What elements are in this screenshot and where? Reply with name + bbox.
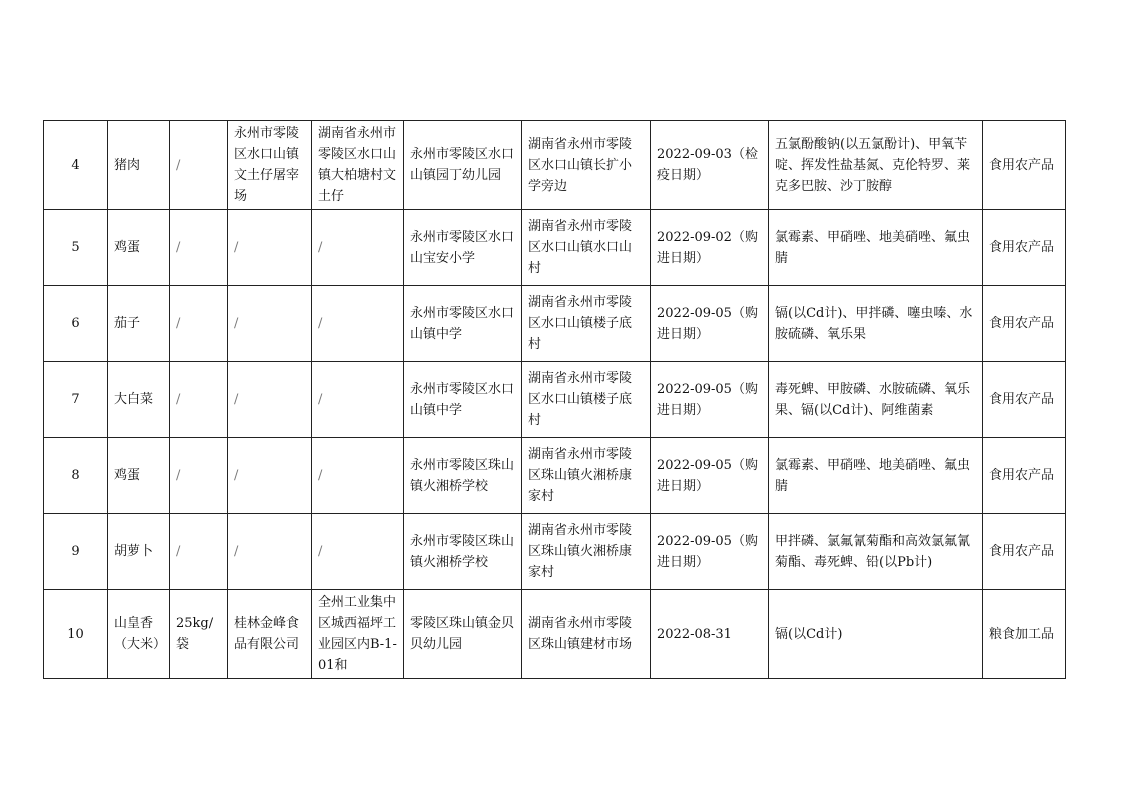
manufacturer: / bbox=[228, 514, 312, 590]
specification: 25kg/袋 bbox=[170, 590, 228, 679]
specification: / bbox=[170, 210, 228, 286]
manufacturer-address: 湖南省永州市零陵区水口山镇大柏塘村文土仔 bbox=[312, 121, 404, 210]
inspection-items: 氯霉素、甲硝唑、地美硝唑、氟虫腈 bbox=[769, 210, 983, 286]
table-row bbox=[44, 210, 1066, 286]
manufacturer: 永州市零陵区水口山镇文土仔屠宰场 bbox=[228, 121, 312, 210]
inspection-items: 氯霉素、甲硝唑、地美硝唑、氟虫腈 bbox=[769, 438, 983, 514]
product-name: 胡萝卜 bbox=[108, 514, 170, 590]
product-name: 山皇香（大米） bbox=[108, 590, 170, 679]
manufacturer: / bbox=[228, 438, 312, 514]
sampling-results-table bbox=[43, 120, 1066, 679]
row-number: 8 bbox=[44, 438, 108, 514]
specification: / bbox=[170, 121, 228, 210]
table-row bbox=[44, 590, 1066, 679]
table-body bbox=[44, 121, 1066, 679]
sampled-unit-address: 湖南省永州市零陵区水口山镇楼子底村 bbox=[522, 362, 651, 438]
food-category: 食用农产品 bbox=[983, 514, 1066, 590]
row-number: 9 bbox=[44, 514, 108, 590]
production-date: 2022-09-05（购进日期） bbox=[651, 286, 769, 362]
table-row bbox=[44, 286, 1066, 362]
production-date: 2022-09-03（检疫日期） bbox=[651, 121, 769, 210]
product-name: 鸡蛋 bbox=[108, 210, 170, 286]
sampled-unit-address: 湖南省永州市零陵区珠山镇建材市场 bbox=[522, 590, 651, 679]
production-date: 2022-09-02（购进日期） bbox=[651, 210, 769, 286]
specification: / bbox=[170, 362, 228, 438]
product-name: 猪肉 bbox=[108, 121, 170, 210]
row-number: 7 bbox=[44, 362, 108, 438]
food-category: 食用农产品 bbox=[983, 362, 1066, 438]
inspection-items: 五氯酚酸钠(以五氯酚计)、甲氧苄啶、挥发性盐基氮、克伦特罗、莱克多巴胺、沙丁胺醇 bbox=[769, 121, 983, 210]
product-name: 鸡蛋 bbox=[108, 438, 170, 514]
product-name: 茄子 bbox=[108, 286, 170, 362]
sampled-unit: 零陵区珠山镇金贝贝幼儿园 bbox=[404, 590, 522, 679]
row-number: 4 bbox=[44, 121, 108, 210]
sampled-unit-address: 湖南省永州市零陵区水口山镇长扩小学旁边 bbox=[522, 121, 651, 210]
sampled-unit: 永州市零陵区水口山宝安小学 bbox=[404, 210, 522, 286]
manufacturer-address: / bbox=[312, 210, 404, 286]
manufacturer-address: 全州工业集中区城西福坪工业园区内B-1-01和 bbox=[312, 590, 404, 679]
specification: / bbox=[170, 514, 228, 590]
table-row bbox=[44, 514, 1066, 590]
table-row bbox=[44, 362, 1066, 438]
inspection-items: 甲拌磷、氯氟氰菊酯和高效氯氟氰菊酯、毒死蜱、铅(以Pb计) bbox=[769, 514, 983, 590]
manufacturer: / bbox=[228, 210, 312, 286]
manufacturer-address: / bbox=[312, 286, 404, 362]
food-category: 食用农产品 bbox=[983, 438, 1066, 514]
food-category: 食用农产品 bbox=[983, 121, 1066, 210]
sampled-unit-address: 湖南省永州市零陵区水口山镇水口山村 bbox=[522, 210, 651, 286]
sampled-unit: 永州市零陵区珠山镇火湘桥学校 bbox=[404, 438, 522, 514]
manufacturer-address: / bbox=[312, 514, 404, 590]
table-row bbox=[44, 438, 1066, 514]
manufacturer-address: / bbox=[312, 438, 404, 514]
row-number: 6 bbox=[44, 286, 108, 362]
specification: / bbox=[170, 438, 228, 514]
inspection-items: 镉(以Cd计) bbox=[769, 590, 983, 679]
food-category: 粮食加工品 bbox=[983, 590, 1066, 679]
row-number: 5 bbox=[44, 210, 108, 286]
inspection-items: 毒死蜱、甲胺磷、水胺硫磷、氧乐果、镉(以Cd计)、阿维菌素 bbox=[769, 362, 983, 438]
sampled-unit-address: 湖南省永州市零陵区珠山镇火湘桥康家村 bbox=[522, 438, 651, 514]
sampled-unit: 永州市零陵区珠山镇火湘桥学校 bbox=[404, 514, 522, 590]
table-row bbox=[44, 121, 1066, 210]
production-date: 2022-08-31 bbox=[651, 590, 769, 679]
production-date: 2022-09-05（购进日期） bbox=[651, 514, 769, 590]
manufacturer: 桂林金峰食品有限公司 bbox=[228, 590, 312, 679]
row-number: 10 bbox=[44, 590, 108, 679]
inspection-items: 镉(以Cd计)、甲拌磷、噻虫嗪、水胺硫磷、氧乐果 bbox=[769, 286, 983, 362]
sampled-unit: 永州市零陵区水口山镇园丁幼儿园 bbox=[404, 121, 522, 210]
manufacturer: / bbox=[228, 286, 312, 362]
manufacturer: / bbox=[228, 362, 312, 438]
production-date: 2022-09-05（购进日期） bbox=[651, 362, 769, 438]
production-date: 2022-09-05（购进日期） bbox=[651, 438, 769, 514]
food-category: 食用农产品 bbox=[983, 286, 1066, 362]
food-category: 食用农产品 bbox=[983, 210, 1066, 286]
manufacturer-address: / bbox=[312, 362, 404, 438]
sampled-unit: 永州市零陵区水口山镇中学 bbox=[404, 362, 522, 438]
sampled-unit: 永州市零陵区水口山镇中学 bbox=[404, 286, 522, 362]
specification: / bbox=[170, 286, 228, 362]
product-name: 大白菜 bbox=[108, 362, 170, 438]
sampled-unit-address: 湖南省永州市零陵区水口山镇楼子底村 bbox=[522, 286, 651, 362]
sampled-unit-address: 湖南省永州市零陵区珠山镇火湘桥康家村 bbox=[522, 514, 651, 590]
